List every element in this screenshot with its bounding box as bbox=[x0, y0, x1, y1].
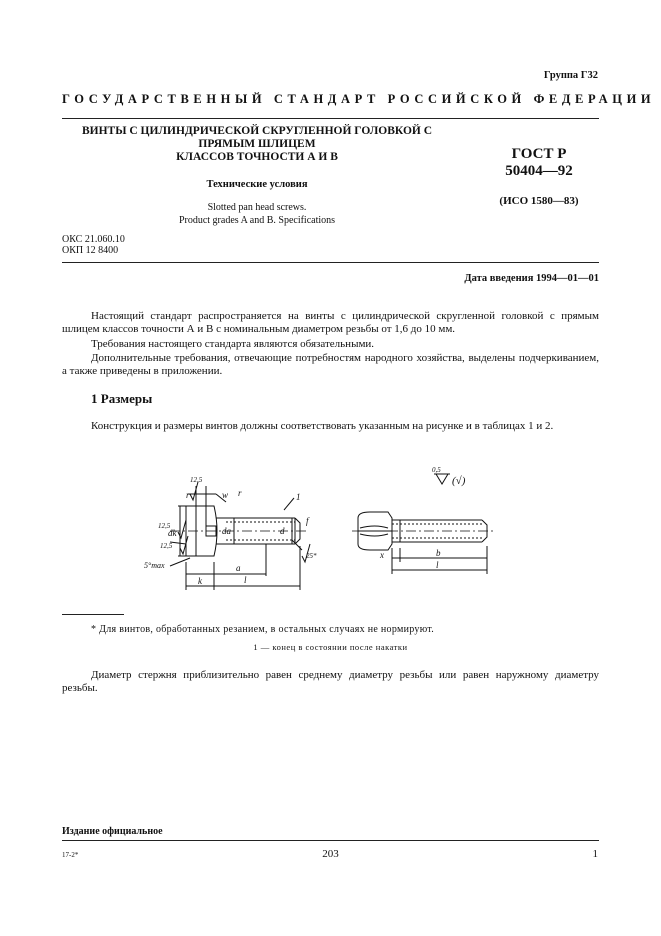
oks-code: ОКС 21.060.10 bbox=[62, 234, 125, 245]
label-rough-bracket: (√) bbox=[452, 475, 466, 487]
footnote: * Для винтов, обработанных резанием, в остальных случаях не нормируют. bbox=[91, 624, 435, 635]
title-line-1: ВИНТЫ С ЦИЛИНДРИЧЕСКОЙ СКРУГЛЕННОЙ ГОЛОВКОЙ С bbox=[81, 125, 433, 137]
label-b: b bbox=[436, 548, 441, 558]
okp-code: ОКП 12 8400 bbox=[62, 245, 119, 256]
footnote-rule bbox=[62, 614, 124, 615]
footer-code: 17-2* bbox=[62, 851, 79, 859]
document-subtitle: Технические условия bbox=[206, 179, 308, 190]
classification-codes bbox=[62, 234, 125, 256]
label-a: a bbox=[236, 563, 241, 573]
label-angle: 5°max bbox=[144, 561, 165, 570]
label-rough-b: 12,5 bbox=[158, 522, 171, 530]
state-standard-title: ГОСУДАРСТВЕННЫЙ СТАНДАРТ РОССИЙСКОЙ ФЕДЕРАЦИИ bbox=[62, 92, 656, 106]
english-title-line-2: Product grades A and B. Specifications bbox=[178, 214, 336, 226]
label-da: da bbox=[222, 526, 231, 536]
english-title bbox=[62, 202, 452, 227]
group-code: Группа Г32 bbox=[543, 70, 598, 81]
page-number: 203 bbox=[322, 848, 339, 860]
label-k: k bbox=[198, 576, 202, 586]
title-rule bbox=[62, 262, 599, 263]
gost-label: ГОСТ Р bbox=[511, 146, 567, 162]
edition-label: Издание официальное bbox=[62, 826, 163, 837]
mandatory-paragraph: Требования настоящего стандарта являются обязательными. bbox=[91, 338, 375, 350]
label-f: f bbox=[306, 516, 309, 526]
gost-designation bbox=[470, 146, 608, 180]
label-r-top: r bbox=[186, 490, 190, 500]
iso-reference: (ИСО 1580—83) bbox=[499, 195, 579, 207]
shank-diameter-note: Диаметр стержня приблизительно равен среднему диаметру резьбы или равен наружному диаметру резьбы. bbox=[62, 669, 599, 694]
label-rough-a: 12,5 bbox=[190, 476, 203, 484]
label-rough-top: 0,5 bbox=[432, 466, 441, 474]
introduction-date: Дата введения 1994—01—01 bbox=[464, 273, 599, 284]
label-rough-c: 12,5 bbox=[160, 542, 173, 550]
scope-paragraph: Настоящий стандарт распространяется на винты с цилиндрической скругленной головкой с прямым шлицем классов точности А и В с номинальным диаметром резьбы от 1,6 до 10 мм. bbox=[62, 310, 599, 335]
label-l-right: l bbox=[436, 560, 439, 570]
figure-note: 1 — конец в состоянии после накатки bbox=[253, 642, 408, 652]
label-w: w bbox=[222, 490, 229, 500]
title-line-3: КЛАССОВ ТОЧНОСТИ А И В bbox=[176, 151, 338, 163]
label-1-top: 1 bbox=[296, 492, 301, 502]
label-dk: dk bbox=[168, 528, 177, 538]
section-1-text: Конструкция и размеры винтов должны соответствовать указанным на рисунке и в таблицах 1 и 2. bbox=[91, 420, 554, 432]
label-rough-25: 25* bbox=[306, 552, 317, 560]
label-d: d bbox=[280, 526, 285, 536]
label-x: x bbox=[380, 550, 384, 560]
section-heading-dimensions: 1 Размеры bbox=[91, 391, 153, 406]
screw-drawing bbox=[130, 462, 500, 602]
footer-right-number: 1 bbox=[592, 848, 598, 860]
english-title-line-1: Slotted pan head screws. bbox=[207, 202, 307, 213]
label-rf: r bbox=[238, 488, 242, 498]
title-line-2: ПРЯМЫМ ШЛИЦЕМ bbox=[198, 138, 316, 150]
header-rule bbox=[62, 118, 599, 119]
document-title bbox=[62, 125, 452, 164]
gost-number: 50404—92 bbox=[505, 163, 573, 179]
footer-rule bbox=[62, 840, 599, 841]
additional-requirements-paragraph: Дополнительные требования, отвечающие потребностям народного хозяйства, выделены подчеркиванием, а также приведены в приложении. bbox=[62, 352, 599, 377]
label-l: l bbox=[244, 575, 247, 585]
